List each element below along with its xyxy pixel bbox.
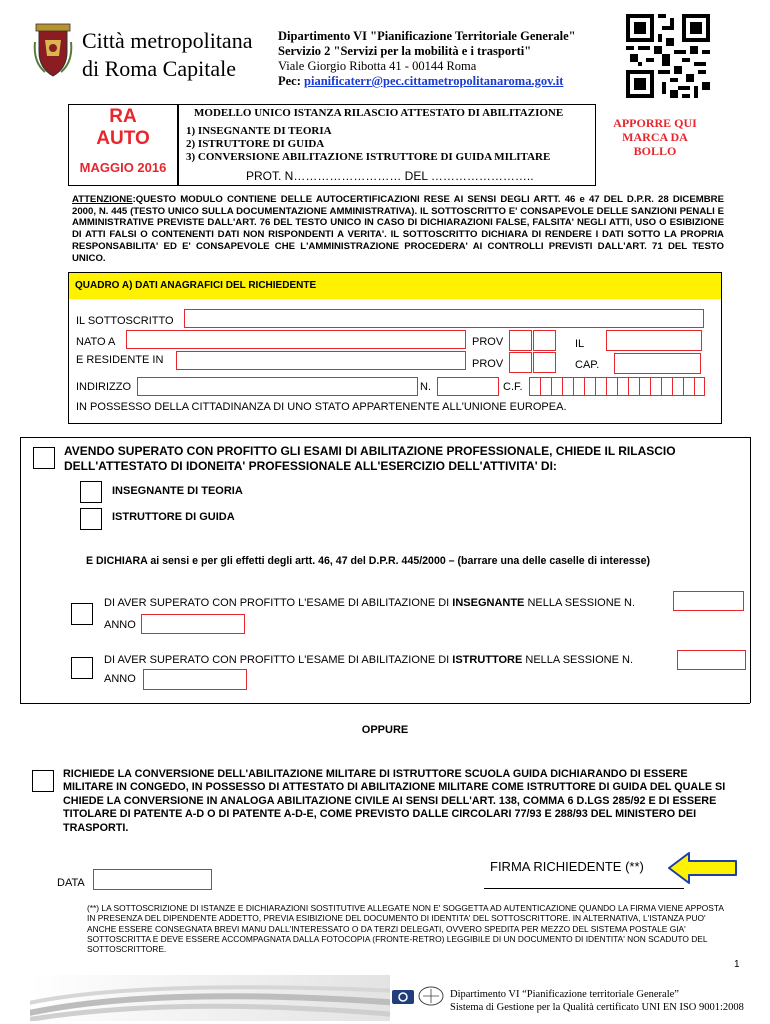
notice-label: ATTENZIONE [72, 194, 133, 205]
divider-bottom [20, 703, 750, 704]
model-item-2: 2) ISTRUTTORE DI GUIDA [186, 138, 325, 150]
prov-field-1b[interactable] [533, 330, 556, 351]
csq-logo-icon [392, 990, 414, 1004]
indirizzo-field[interactable] [137, 377, 418, 396]
decl-insegnante-text [104, 597, 635, 609]
cap-label: CAP. [575, 359, 600, 371]
divider-top [20, 437, 750, 438]
footer-band [30, 975, 390, 1021]
decl-insegnante-checkbox[interactable] [71, 603, 93, 625]
istruttore-guida-checkbox[interactable] [80, 508, 102, 530]
model-item-1: 1) INSEGNANTE DI TEORIA [186, 125, 332, 137]
form-date: MAGGIO 2016 [79, 160, 167, 175]
residente-label: E RESIDENTE IN [76, 354, 164, 366]
oppure-label: OPPURE [361, 724, 409, 736]
anno-istruttore-field[interactable] [143, 669, 247, 690]
prov-field-2a[interactable] [509, 352, 532, 373]
dept-name: Dipartimento VI "Pianificazione Territoriale Generale" [278, 29, 576, 43]
footer-line2: Sistema di Gestione per la Qualità certificato UNI EN ISO 9001:2008 [450, 1002, 744, 1013]
notice-body: :QUESTO MODULO CONTIENE DELLE AUTOCERTIFICAZIONI RESE AI SENSI DEGLI ARTT. 46 e 47 DEL D.P.R. 28 DICEMBRE 2000, N. 445 (TESTO UNICO SULLA DOCUMENTAZIONE AMMINISTRATIVA). IL SOTTOSCRITTO E' CONSAPEVOLE DELLE SANZIONI PENALI E AMMINISTRATIVE PREVISTE DALL'ART. 76 DEL TESTO UNICO IN CASO DI DICHIARAZIONI FALSE, FALSITA' NEGLI ATTI, USO O ESIBIZIONE DI ATTI FALSI O CONTENENTI DATI NON RISPONDENTI A VERITA'. IL SOTTOSCRITTO DICHIARA DI RENDERE I DATI SOTTO LA PROPRIA RESPONSABILITA' ED E' CONSAPEVOLE CHE L'AMMINISTRAZIONE PROCEDERA' AI CONTROLLI PREVISTI DALL'ART. 71 DEL TESTO UNICO. [72, 194, 724, 264]
decl-istruttore-pre: DI AVER SUPERATO CON PROFITTO L'ESAME DI ABILITAZIONE DI [104, 654, 453, 666]
sottoscritto-field[interactable] [184, 309, 704, 328]
model-title: MODELLO UNICO ISTANZA RILASCIO ATTESTATO DI ABILITAZIONE [194, 107, 564, 119]
anno-label-1: ANNO [104, 619, 136, 631]
firma-label: FIRMA RICHIEDENTE (**) [490, 859, 644, 874]
decl-istruttore-text [104, 654, 633, 666]
divider-right [750, 437, 751, 703]
quadro-a-title: QUADRO A) DATI ANAGRAFICI DEL RICHIEDENTE [69, 273, 721, 299]
conversione-text: RICHIEDE LA CONVERSIONE DELL'ABILITAZIONE MILITARE DI ISTRUTTORE SCUOLA GUIDA DICHIARANDO DI ESSERE MILITARE IN CONGEDO, IN POSSESSO DI ATTESTATO DI ABILITAZIONE MILITARE COME ISTRUTTORE DI GUIDA DEL QUALE SI CHIEDE LA CONVERSIONE IN ANALOGA ABILITAZIONE CIVILE AI SENSI DELL'ART. 138, COMMA 6 D.LGS 285/92 E DI ESSERE TITOLARE DI PATENTE A-D O DI PATENTE A-D-E, COME PREVISTO DALLE CIRCOLARI 77/93 E 288/93 DEL MINISTERO DEI TRASPORTI. [63, 768, 726, 834]
anno-label-2: ANNO [104, 673, 136, 685]
indirizzo-label: INDIRIZZO [76, 381, 131, 393]
decl-istruttore-checkbox[interactable] [71, 657, 93, 679]
sessione-insegnante-field[interactable] [673, 591, 744, 611]
pec-line [278, 74, 563, 89]
residenza-field[interactable] [176, 351, 466, 370]
anno-insegnante-field[interactable] [141, 614, 245, 634]
richiesta-checkbox[interactable] [33, 447, 55, 469]
il-label: IL [575, 338, 585, 350]
richiesta-text: AVENDO SUPERATO CON PROFITTO GLI ESAMI DI ABILITAZIONE PROFESSIONALE, CHIEDE IL RILASCIO DELL'ATTESTATO DI IDONEITA' PROFESSIONALE ALL'ESERCIZIO DELL'ATTIVITA' DI: [64, 444, 676, 473]
data-label: DATA [57, 877, 85, 889]
footnote-text: (**) LA SOTTOSCRIZIONE DI ISTANZE E DICHIARAZIONI SOSTITUTIVE ALLEGATE NON E' SOGGETTA AD AUTENTICAZIONE QUANDO LA FIRMA VIENE APPOSTA IN PRESENZA DEL DIPENDENTE ADDETTO, PREVIA ESIBIZIONE DEL DOCUMENTO DI IDENTITA' DEL SOTTOSCRITTORE. IN ALTERNATIVA, L'ISTANZA PUO' ANCHE ESSERE CONSEGNATA BREVI MANU DALL'INTERESSATO O DA TERZI DELEGATI, OVVERO SPEDITA PER MEZZO DEL SISTEMA POSTALE GIA' SOTTOSCRITTA E DEVE ESSERE ACCOMPAGNATA DALLA FOTOCOPIA (FRONTE-RETRO) LEGGIBILE DI UN DOCUMENTO DI IDENTITA' NON SCADUTO DEL SOTTOSCRITTORE. [87, 903, 724, 955]
insegnante-teoria-checkbox[interactable] [80, 481, 102, 503]
conversione-checkbox[interactable] [32, 770, 54, 792]
arrow-left-icon [667, 850, 739, 886]
cf-label: C.F. [503, 381, 523, 393]
decl-insegnante-pre: DI AVER SUPERATO CON PROFITTO L'ESAME DI ABILITAZIONE DI [104, 597, 453, 609]
iqnet-logo-icon [418, 986, 444, 1006]
address: Viale Giorgio Ribotta 41 - 00144 Roma [278, 59, 477, 73]
form-code-ra: RA [109, 106, 137, 127]
codice-fiscale-field[interactable] [529, 377, 705, 396]
model-item-3: 3) CONVERSIONE ABILITAZIONE ISTRUTTORE DI GUIDA MILITARE [186, 151, 551, 163]
dichiara-text: E DICHIARA ai sensi e per gli effetti degli artt. 46, 47 del D.P.R. 445/2000 – (barrare una delle caselle di interesse) [86, 555, 651, 567]
decl-istruttore-bold: ISTRUTTORE [452, 654, 523, 666]
qr-code [626, 14, 710, 98]
numero-label: N. [420, 381, 431, 393]
istruttore-guida-label: ISTRUTTORE DI GUIDA [112, 511, 235, 523]
nato-field[interactable] [126, 330, 466, 349]
decl-istruttore-post: NELLA SESSIONE N. [522, 654, 633, 666]
notice-text [72, 194, 724, 264]
service-name: Servizio 2 "Servizi per la mobilità e i trasporti" [278, 44, 532, 58]
form-code-auto: AUTO [96, 128, 150, 149]
firma-line[interactable] [484, 888, 684, 889]
city-crest [33, 22, 73, 78]
org-name-line1: Città metropolitana [82, 28, 253, 53]
pec-label: Pec: [278, 74, 301, 88]
cittadinanza-text: IN POSSESSO DELLA CITTADINANZA DI UNO STATO APPARTENENTE ALL'UNIONE EUROPEA. [76, 401, 567, 413]
insegnante-teoria-label: INSEGNANTE DI TEORIA [112, 485, 243, 497]
birth-date-field[interactable] [606, 330, 702, 351]
sessione-istruttore-field[interactable] [677, 650, 746, 670]
footer-line1: Dipartimento VI “Pianificazione territoriale Generale” [450, 989, 679, 1000]
page-number: 1 [734, 959, 740, 970]
prov2-label: PROV [472, 358, 504, 370]
prov-field-2b[interactable] [533, 352, 556, 373]
pec-email-link[interactable]: pianificaterr@pec.cittametropolitanaroma.gov.it [304, 74, 564, 88]
divider-left [20, 437, 21, 703]
data-field[interactable] [93, 869, 212, 890]
prov-label: PROV [472, 336, 504, 348]
sottoscritto-label: IL SOTTOSCRITTO [76, 315, 174, 327]
prov-field-1a[interactable] [509, 330, 532, 351]
org-name-line2: di Roma Capitale [82, 56, 236, 81]
nato-label: NATO A [76, 336, 116, 348]
decl-insegnante-post: NELLA SESSIONE N. [524, 597, 636, 609]
stamp-box: APPORRE QUI MARCA DA BOLLO [613, 116, 697, 158]
decl-insegnante-bold: INSEGNANTE [452, 597, 525, 609]
protocol-line: PROT. N……………………… DEL …………………….. [246, 169, 534, 183]
numero-field[interactable] [437, 377, 499, 396]
cap-field[interactable] [614, 353, 701, 374]
